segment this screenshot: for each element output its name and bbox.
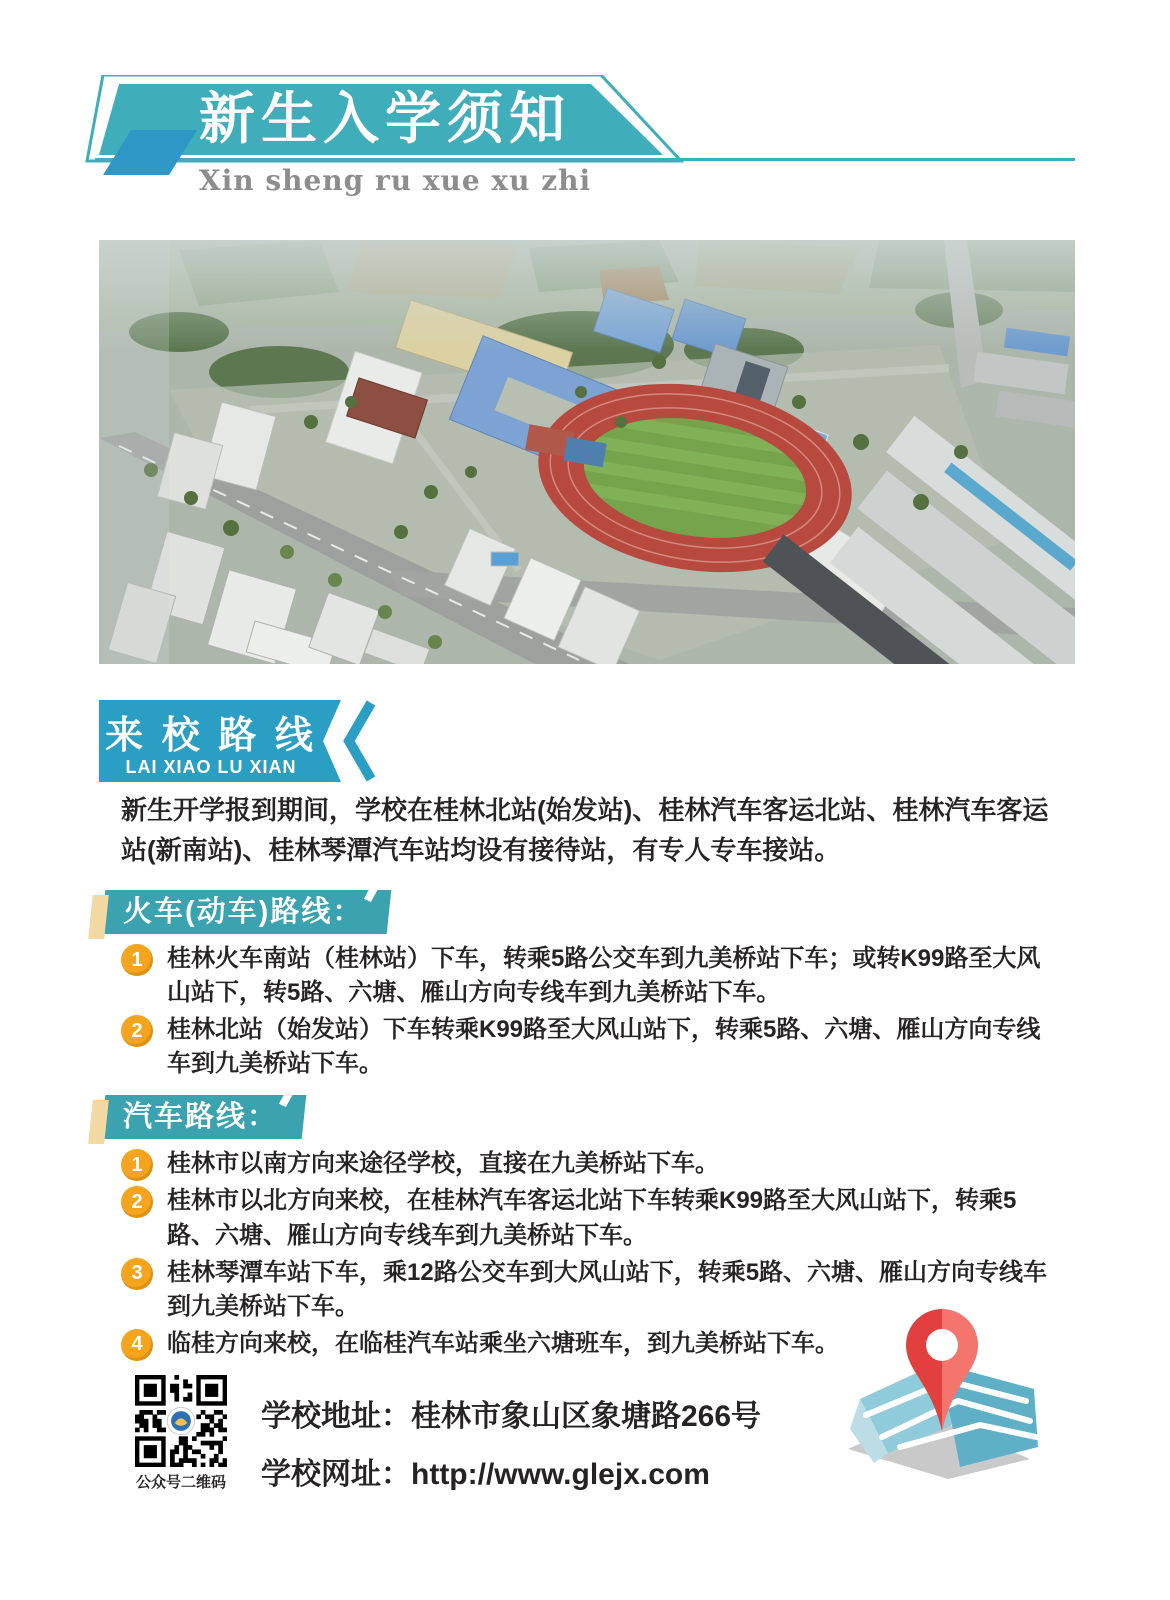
footer-contact-row — [121, 1375, 1079, 1565]
school-contact-info — [261, 1375, 761, 1507]
list-item-text: 桂林北站（始发站）下车转乘K99路至大风山站下，转乘5路、六塘、雁山方向专线车到九美桥站下车。 — [167, 1016, 1041, 1078]
train-routes-ribbon — [101, 890, 392, 934]
number-badge: 2 — [121, 1186, 153, 1218]
list-item-text: 桂林火车南站（桂林站）下车，转乘5路公交车到九美桥站下车；或转K99路至大风山站下，转5路、六塘、雁山方向专线车到九美桥站下车。 — [167, 945, 1041, 1007]
address-label: 学校地址： — [261, 1399, 411, 1433]
list-item — [121, 1147, 1079, 1181]
website-label: 学校网址： — [261, 1457, 411, 1491]
number-badge: 4 — [121, 1329, 153, 1361]
route-section-subtitle: LAI XIAO LU XIAN — [125, 757, 297, 777]
chevron-left-icon — [349, 703, 371, 779]
address-value: 桂林市象山区象塘路266号 — [411, 1399, 762, 1433]
train-routes-title: 火车(动车)路线： — [123, 896, 364, 929]
page-header-banner — [85, 75, 1085, 200]
list-item — [121, 942, 1079, 1010]
map-pin-icon — [830, 1297, 1065, 1487]
qr-block — [121, 1375, 241, 1492]
website-value: http://www.glejx.com — [411, 1457, 710, 1491]
school-website-line — [261, 1449, 761, 1493]
bus-routes-title: 汽车路线： — [123, 1101, 279, 1134]
list-item-text: 桂林琴潭车站下车，乘12路公交车到大风山站下，转乘5路、六塘、雁山方向专线车到九美桥站下车。 — [167, 1258, 1048, 1320]
header-rule-line — [95, 158, 1075, 161]
list-item-text: 临桂方向来校，在临桂汽车站乘坐六塘班车，到九美桥站下车。 — [167, 1329, 839, 1357]
list-item-text: 桂林市以南方向来途径学校，直接在九美桥站下车。 — [167, 1150, 719, 1178]
number-badge: 1 — [121, 1149, 153, 1181]
list-item-text: 桂林市以北方向来校，在桂林汽车客运北站下车转乘K99路至大风山站下，转乘5路、六塘、雁山方向专线车到九美桥站下车。 — [167, 1187, 1017, 1249]
train-routes-list — [121, 942, 1079, 1081]
number-badge: 3 — [121, 1258, 153, 1290]
bus-routes-ribbon — [101, 1095, 307, 1139]
route-section-banner — [99, 700, 409, 782]
route-section-title: 来 校 路 线 — [105, 715, 317, 757]
number-badge: 2 — [121, 1015, 153, 1047]
campus-aerial-photo — [99, 240, 1075, 664]
page-title-pinyin: Xin sheng ru xue xu zhi — [198, 164, 592, 197]
qr-code — [135, 1375, 227, 1467]
list-item — [121, 1184, 1079, 1252]
route-intro-paragraph: 新生开学报到期间，学校在桂林北站(始发站)、桂林汽车客运北站、桂林汽车客运站(新南站)、桂林琴潭汽车站均设有接待站，有专人专车接站。 — [121, 795, 1049, 866]
page-title: 新生入学须知 — [199, 86, 571, 152]
list-item — [121, 1013, 1079, 1081]
school-address-line — [261, 1391, 761, 1435]
qr-caption: 公众号二维码 — [135, 1473, 226, 1491]
route-section — [99, 700, 1079, 1565]
number-badge: 1 — [121, 944, 153, 976]
